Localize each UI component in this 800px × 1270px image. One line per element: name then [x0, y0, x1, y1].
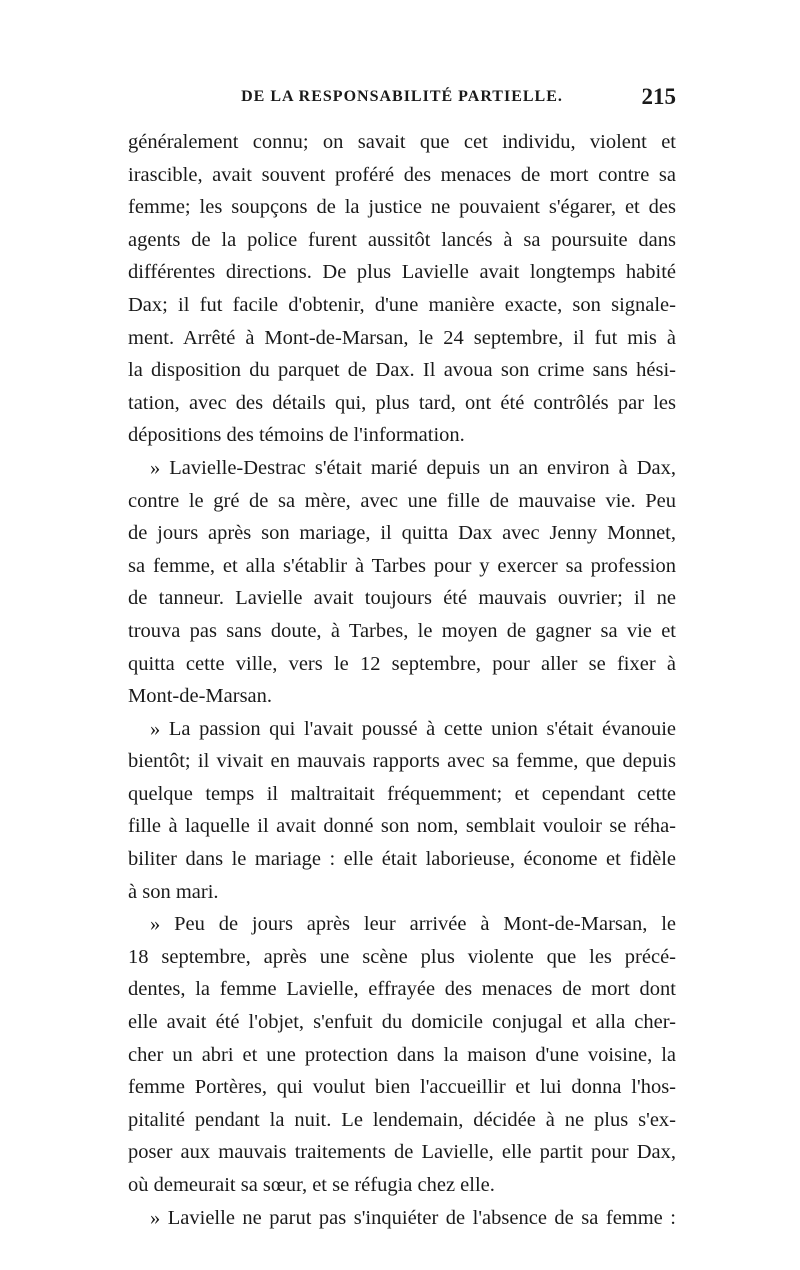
text-line: ment. Arrêté à Mont-de-Marsan, le 24 septembre, il fut mis à [128, 326, 676, 349]
text-line: cher un abri et une protection dans la maison d'une voisine, la [128, 1043, 676, 1066]
text-line: poser aux mauvais traitements de Lavielle, elle partit pour Dax, [128, 1141, 676, 1164]
text-line: contre le gré de sa mère, avec une fille de mauvaise vie. Peu [128, 489, 676, 512]
text-line: dentes, la femme Lavielle, effrayée des menaces de mort dont [128, 978, 676, 1001]
text-line: de tanneur. Lavielle avait toujours été mauvais ouvrier; il ne [128, 587, 676, 610]
text-line: de jours après son mariage, il quitta Dax avec Jenny Monnet, [128, 522, 676, 545]
text-line: agents de la police furent aussitôt lancés à sa poursuite dans [128, 228, 676, 251]
text-line: 18 septembre, après une scène plus violente que les précé- [128, 945, 676, 968]
text-line: tation, avec des détails qui, plus tard, ont été contrôlés par les [128, 391, 676, 414]
text-line: dépositions des témoins de l'information. [128, 424, 465, 447]
body-text [128, 126, 676, 1234]
text-line: généralement connu; on savait que cet individu, violent et [128, 131, 676, 153]
text-line: Mont-de-Marsan. [128, 685, 273, 708]
text-line: femme; les soupçons de la justice ne pouvaient s'égarer, et des [128, 196, 676, 219]
text-line: pitalité pendant la nuit. Le lendemain, décidée à ne plus s'ex- [128, 1108, 676, 1131]
text-line: » Lavielle ne parut pas s'inquiéter de l'absence de sa femme : [150, 1206, 676, 1229]
text-line: quelque temps il maltraitait fréquemment; et cependant cette [128, 782, 676, 805]
text-line: trouva pas sans doute, à Tarbes, le moyen de gagner sa vie et [128, 619, 676, 642]
text-line: Dax; il fut facile d'obtenir, d'une manière exacte, son signale- [128, 293, 676, 316]
text-line: » Peu de jours après leur arrivée à Mont-de-Marsan, le [150, 913, 676, 936]
text-line: quitta cette ville, vers le 12 septembre, pour aller se fixer à [128, 652, 676, 675]
text-line: où demeurait sa sœur, et se réfugia chez elle. [128, 1174, 495, 1196]
text-line: bientôt; il vivait en mauvais rapports avec sa femme, que depuis [128, 750, 676, 773]
text-line: » Lavielle-Destrac s'était marié depuis un an environ à Dax, [150, 456, 676, 479]
text-line: irascible, avait souvent proféré des menaces de mort contre sa [128, 163, 676, 186]
text-line: sa femme, et alla s'établir à Tarbes pour y exercer sa profession [128, 554, 676, 577]
text-line: fille à laquelle il avait donné son nom, semblait vouloir se réha- [128, 815, 676, 838]
text-line: différentes directions. De plus Lavielle avait longtemps habité [128, 261, 676, 284]
text-line: à son mari. [128, 880, 219, 903]
text-line: femme Portères, qui voulut bien l'accueillir et lui donna l'hos- [128, 1076, 676, 1099]
running-head: DE LA RESPONSABILITÉ PARTIELLE. [241, 88, 563, 105]
text-line: elle avait été l'objet, s'enfuit du domicile conjugal et alla cher- [128, 1011, 676, 1034]
text-line: la disposition du parquet de Dax. Il avoua son crime sans hési- [128, 359, 676, 382]
page-header [128, 84, 676, 118]
text-line: » La passion qui l'avait poussé à cette union s'était évanouie [150, 717, 676, 740]
page-number: 215 [641, 84, 676, 109]
text-line: biliter dans le mariage : elle était laborieuse, économe et fidèle [128, 848, 676, 871]
